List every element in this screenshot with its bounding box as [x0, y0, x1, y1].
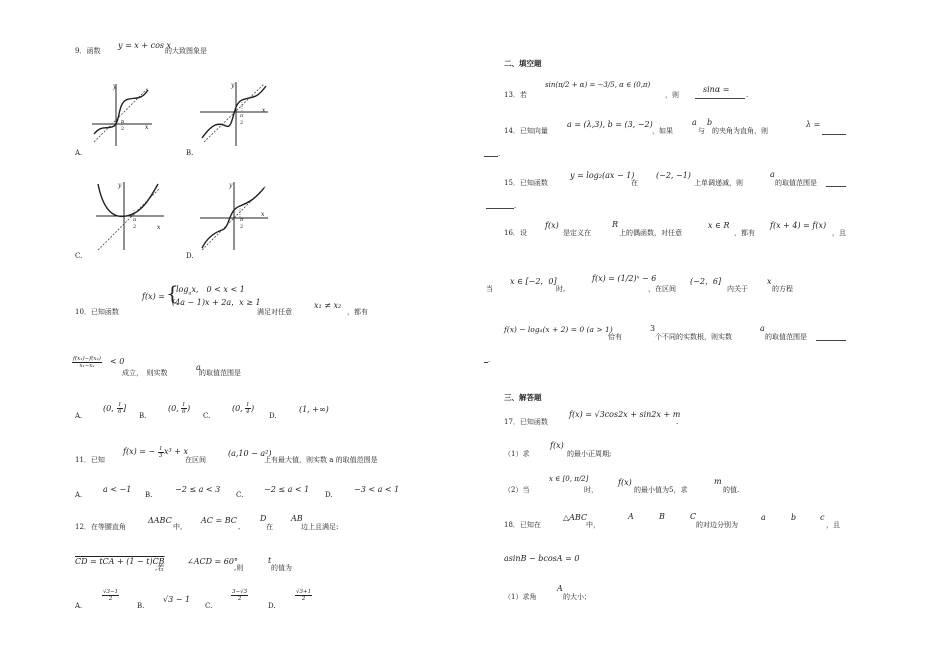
q15-answer-blank-1	[826, 180, 846, 187]
q10-c-close: )	[251, 404, 255, 413]
q12-mid5: ,则	[234, 564, 244, 572]
q11-frac: $\frac{1}{3}$	[159, 446, 163, 460]
q10-d-val: (1, +∞)	[299, 405, 329, 414]
q16-range: x ∈ [−2，0]	[510, 277, 557, 286]
q12-suffix: 边上且满足:	[301, 523, 339, 531]
q14-suffix: 的夹角为直角，则	[712, 127, 768, 135]
q12-vector-eq: CD = tCA + (1 − t)CB	[75, 557, 165, 566]
q18-eq: asinB − bcosA = 0	[504, 554, 580, 563]
q10-option-a: A.	[75, 412, 83, 420]
q11-d-val: −3 < a < 1	[354, 485, 400, 494]
q12-prefix: 12．在等腰直角	[75, 523, 126, 531]
q18-c: c	[820, 513, 825, 522]
q10-inequality-fraction: $\frac{\text{f(x₁)−f(x₂)}}{\text{x₁−x₂}}$	[73, 356, 101, 370]
q12-d-frac: $\frac{√3+1}{2}$	[296, 589, 312, 603]
q17-p2-fx: f(x)	[618, 478, 632, 487]
q9-suffix: 的大致图象是	[165, 47, 207, 55]
q15-prefix: 15．已知函数	[504, 179, 548, 187]
q12-eq: AC = BC	[201, 516, 237, 525]
q18-p1-tail: 的大小；	[563, 593, 591, 601]
q12-d: D	[260, 514, 267, 523]
q15-mid: 在	[631, 179, 638, 187]
q10-option-d: D.	[269, 412, 277, 420]
q18-mid1: 中，	[586, 521, 600, 529]
q9-option-c: C.	[75, 252, 83, 260]
q12-option-a: A.	[75, 602, 83, 610]
q15-tail: 的取值范围是	[775, 179, 817, 187]
q11-c-val: −2 ≤ a < 1	[264, 485, 310, 494]
q18-A: A	[628, 512, 634, 521]
q17-p1-prefix: （1）求	[504, 450, 530, 458]
q16-mid6: ，在区间	[648, 285, 676, 293]
q15-suffix: 上单调递减，则	[694, 179, 743, 187]
q18-triangle: △ABC	[563, 513, 588, 522]
q9-a-pi: π	[121, 119, 125, 125]
q16-mid2: 上的偶函数，对任意	[619, 229, 682, 237]
q13-answer-blank	[695, 92, 745, 99]
q16-equation: f(x) − logₐ(x + 2) = 0 (a > 1)	[504, 325, 613, 334]
q16-answer-blank-1	[816, 334, 846, 341]
q18-mid2: 的对边分别为	[696, 521, 738, 529]
q16-mid9: 恰有	[608, 333, 622, 341]
q16-end: .	[488, 356, 491, 364]
q10-option-b: B.	[139, 412, 147, 420]
q17-p2-range: x ∈ [0, π/2]	[549, 475, 589, 483]
q11-option-d: D.	[325, 491, 333, 499]
q9-a-y-label: y	[113, 83, 117, 90]
section-solution-heading: 三、解答题	[504, 393, 542, 402]
q9-graph-a	[88, 80, 156, 148]
q15-formula: y = log₂(ax − 1)	[570, 171, 635, 180]
q12-c-frac: $\frac{3-√3}{2}$	[232, 589, 248, 603]
q10-c-val: (0,	[232, 404, 243, 413]
q11-option-c: C.	[236, 491, 244, 499]
q17-end: .	[676, 418, 679, 426]
q10-fx: f(x) =	[142, 292, 165, 301]
q16-xr: x ∈ R	[708, 221, 730, 230]
q14-prefix: 14．已知向量	[504, 127, 548, 135]
q10-option-c: C.	[203, 412, 211, 420]
q12-b-val: √3 − 1	[163, 595, 191, 604]
q16-tail: 的取值范围是	[765, 333, 807, 341]
q11-f-rest: x³ + x	[164, 447, 189, 456]
q10-suffix: ，都有	[347, 308, 368, 316]
q12-triangle: ΔABC	[148, 516, 172, 525]
q15-interval: (−2, −1)	[656, 171, 691, 180]
q9-b-2: 2	[240, 120, 244, 126]
q18-B: B	[659, 512, 665, 521]
q10-case1: $\log_ax$, 0 < x < 1	[176, 285, 245, 297]
q10-line2-tail: 的取值范围是	[199, 369, 241, 377]
q16-period: f(x + 4) = f(x)	[770, 221, 827, 230]
q14-a: a	[692, 118, 697, 127]
q16-x: x	[767, 277, 772, 286]
q9-c-x-label: x	[157, 224, 161, 231]
q14-answer-blank-1	[822, 128, 846, 135]
q9-graph-c	[94, 180, 166, 252]
q10-case2: (4a − 1)x + 2a，x ≥ 1	[172, 298, 261, 307]
q15-end: .	[514, 202, 517, 210]
q10-a-frac: $\frac{1}{6}$	[118, 402, 122, 416]
q17-p2-mid2: 的最小值为5，求	[634, 486, 688, 494]
q9-c-y-label: y	[118, 182, 122, 189]
q12-mid1: 中,	[173, 523, 183, 531]
q12-option-c: C.	[205, 602, 213, 610]
q16-mid7: 内关于	[727, 285, 748, 293]
q16-when: 当	[486, 285, 493, 293]
q9-c-pi: π	[133, 217, 137, 223]
q16-mid8: 的方程	[772, 285, 793, 293]
q16-prefix: 16．设	[504, 229, 527, 237]
q9-d-y-label: y	[229, 182, 233, 189]
q16-mid3: ，都有	[734, 229, 755, 237]
q12-mid4: ,若	[155, 564, 165, 572]
q14-answer-blank-2	[484, 150, 501, 158]
section-fill-in-heading: 二、填空题	[504, 59, 542, 68]
q17-p2-m: m	[714, 477, 722, 486]
q15-a: a	[770, 170, 775, 179]
q18-tail: ，且	[826, 521, 840, 529]
q9-b-y-label: y	[231, 82, 235, 89]
q9-b-pi: π	[240, 113, 244, 119]
q11-fx: f(x) = −	[123, 447, 156, 456]
q12-mid3: 在	[266, 523, 273, 531]
q13-mid: ，则	[665, 91, 679, 99]
q12-mid2: ,	[238, 523, 241, 531]
q12-a-frac: $\frac{√3-1}{2}$	[103, 589, 119, 603]
q10-a-val: (0,	[103, 404, 114, 413]
q16-def: f(x) = (1/2)ˣ − 6	[592, 274, 657, 283]
q17-formula: f(x) = √3cos2x + sin2x + m	[569, 410, 681, 419]
q9-c-2: 2	[133, 224, 137, 230]
q9-a-2: 2	[121, 126, 125, 132]
q16-mid4: ，且	[832, 229, 846, 237]
q12-t: t	[268, 556, 272, 565]
q13-ask: sinα =	[703, 85, 730, 94]
q15-answer-blank-2	[486, 202, 517, 210]
q10-c-frac: $\frac{1}{4}$	[246, 402, 250, 416]
q16-mid5: 时,	[556, 285, 566, 293]
q18-a: a	[761, 513, 766, 522]
q9-b-x-label: x	[262, 107, 266, 114]
q10-b-frac: $\frac{1}{6}$	[182, 402, 186, 416]
q17-p2-tail: 的值.	[723, 486, 740, 494]
q9-a-x-label: x	[145, 124, 149, 131]
q9-graph-b	[198, 80, 270, 148]
q16-interval: (−2，6]	[690, 277, 722, 286]
q10-b-close: )	[187, 404, 191, 413]
q14-lambda: λ =	[806, 120, 821, 129]
q16-fx: f(x)	[545, 221, 559, 230]
q10-b-val: (0,	[168, 404, 179, 413]
q18-p1-A: A	[557, 584, 563, 593]
q10-cond: x₁ ≠ x₂	[314, 301, 342, 310]
q10-line2: 成立， 则实数	[122, 369, 168, 377]
q9-d-x-label: x	[261, 211, 265, 218]
q11-option-a: A.	[75, 491, 83, 499]
q13-tail: .	[746, 91, 749, 99]
q11-prefix: 11．已知	[75, 456, 105, 464]
q18-prefix: 18．已知在	[504, 521, 541, 529]
q9-d-2: 2	[240, 224, 244, 230]
q14-vec: a = (λ,3), b = (3, −2)	[567, 120, 653, 129]
q16-mid1: 是定义在	[563, 229, 591, 237]
q18-p1-prefix: （1）求角	[504, 593, 537, 601]
q14-tail: .	[498, 150, 501, 158]
q9-d-pi: π	[240, 217, 244, 223]
q10-inequality-tail: < 0	[110, 357, 125, 366]
q18-C: C	[690, 512, 697, 521]
q9-prefix: 9．函数	[75, 47, 101, 55]
q11-interval: (a,10 − a²)	[228, 449, 272, 458]
q16-a: a	[760, 324, 765, 333]
q10-brace: {	[166, 281, 179, 305]
q12-tail: 的值为	[271, 564, 292, 572]
q12-ab: AB	[291, 514, 303, 523]
q11-b-val: −2 ≤ a < 3	[175, 485, 221, 494]
q17-p1-fx: f(x)	[550, 441, 564, 450]
q14-mid: ，如果	[652, 127, 673, 135]
q14-b: b	[707, 118, 713, 127]
q11-mid: 在区间	[185, 456, 206, 464]
q18-b: b	[791, 513, 797, 522]
q9-option-d: D.	[186, 252, 194, 260]
q17-p2-mid: 时，	[584, 486, 598, 494]
q9-option-b: B.	[186, 149, 194, 157]
q12-option-b: B.	[137, 602, 145, 610]
q11-a-val: a < −1	[103, 485, 132, 494]
q17-prefix: 17．已知函数	[504, 418, 548, 426]
q10-var-a: a	[196, 363, 201, 372]
q16-mid10: 个不同的实数根，则实数	[655, 333, 732, 341]
q13-prefix: 13．若	[504, 91, 527, 99]
q14-mid2: 与	[698, 127, 705, 135]
q16-three: 3	[650, 324, 656, 333]
q10-mid: 满足对任意	[257, 308, 292, 316]
q12-option-d: D.	[268, 602, 276, 610]
q17-p2-prefix: （2）当	[504, 486, 530, 494]
q12-angle: ∠ACD = 60°	[187, 557, 238, 566]
q11-suffix: 上有最大值，则实数 a 的取值范围是	[264, 456, 378, 464]
q9-option-a: A.	[75, 149, 83, 157]
q10-a-close: ]	[123, 404, 127, 413]
q17-p1-tail: 的最小正周期;	[567, 450, 612, 458]
q16-r: R	[612, 220, 619, 229]
q11-option-b: B.	[145, 491, 153, 499]
q10-prefix: 10．已知函数	[75, 308, 119, 316]
q9-formula: y = x + cos x	[118, 41, 172, 50]
q13-formula: sin(π/2 + α) = −3/5, α ∈ (0,π)	[545, 81, 651, 89]
q9-graph-d	[198, 180, 270, 252]
